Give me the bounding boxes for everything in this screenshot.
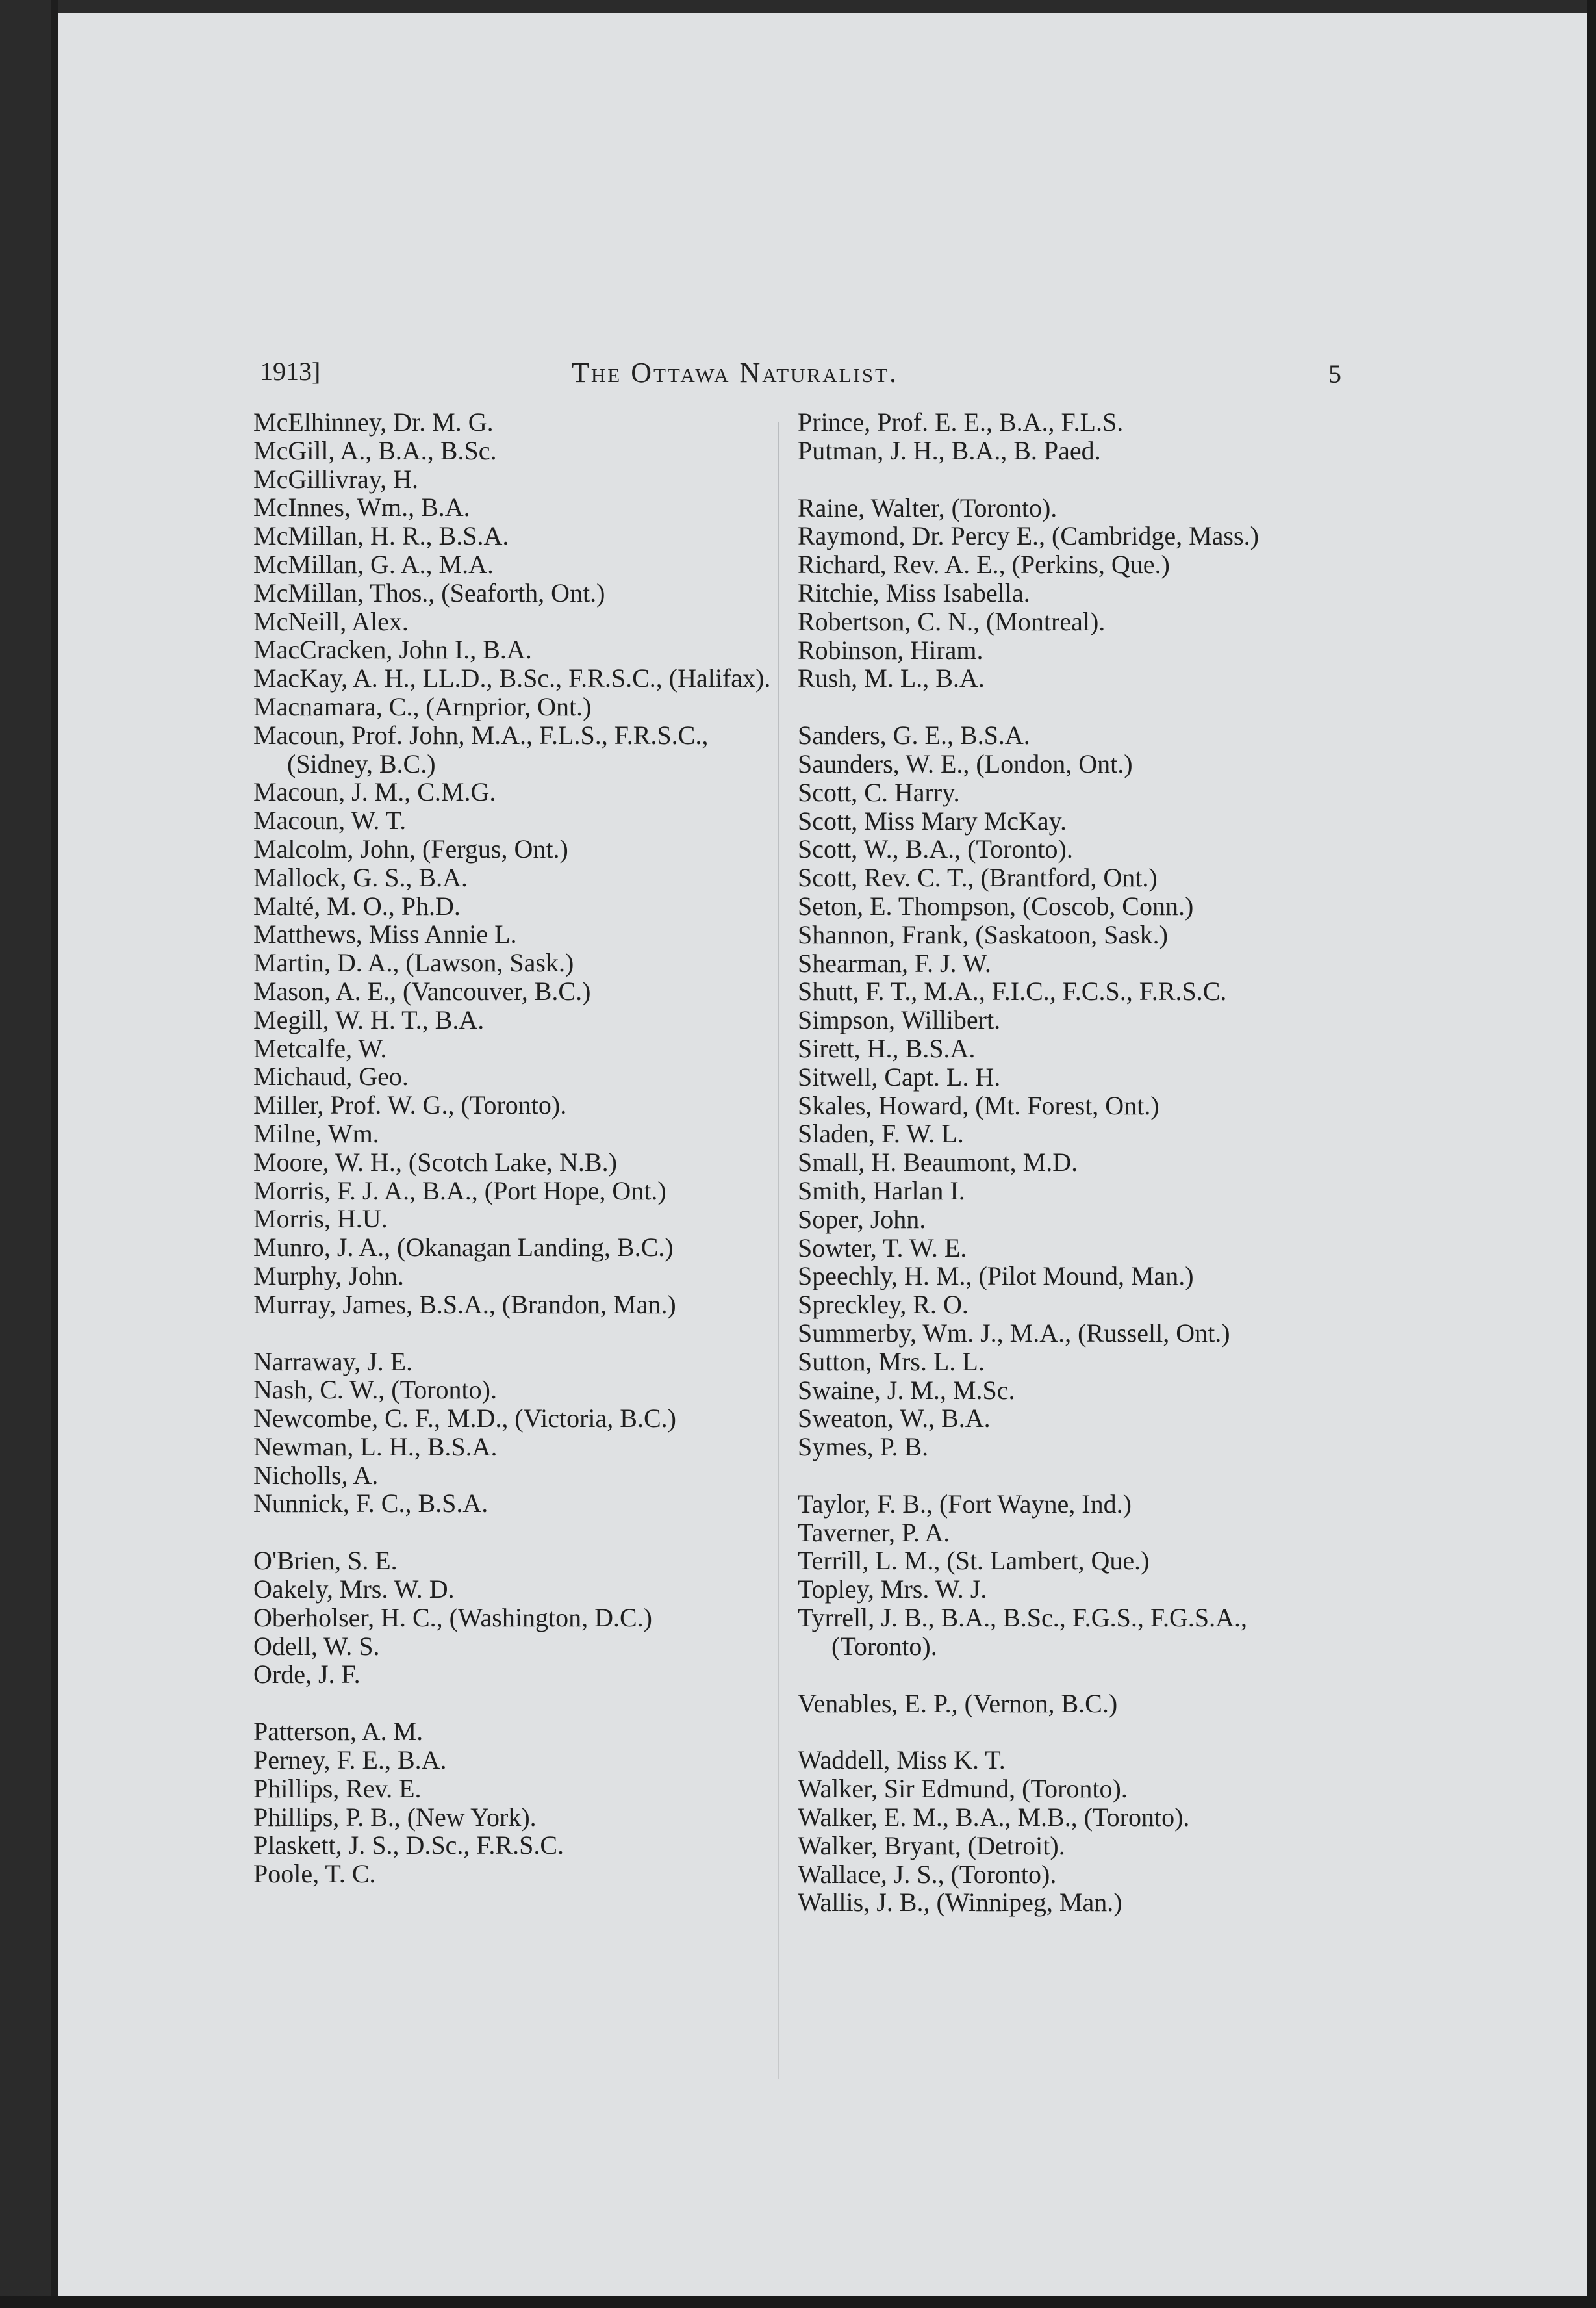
member-entry: Spreckley, R. O. — [798, 1290, 969, 1320]
member-entry: McMillan, Thos., (Seaforth, Ont.) — [253, 578, 605, 608]
section-gap — [798, 1661, 1356, 1689]
scan-bottom-edge — [0, 2296, 1596, 2308]
member-entry: Small, H. Beaumont, M.D. — [798, 1148, 1078, 1177]
member-entry: McMillan, G. A., M.A. — [253, 549, 494, 579]
member-entry: Malcolm, John, (Fergus, Ont.) — [253, 834, 568, 864]
member-entry: Rush, M. L., B.A. — [798, 663, 985, 693]
scan-right-edge — [1587, 0, 1596, 2308]
member-entry: Scott, Miss Mary McKay. — [798, 806, 1067, 836]
member-entry: Sanders, G. E., B.S.A. — [798, 721, 1030, 750]
header-year: 1913] — [260, 357, 321, 386]
member-entry: Raymond, Dr. Percy E., (Cambridge, Mass.) — [798, 521, 1259, 551]
page-spine-shadow — [51, 0, 58, 2308]
member-entry: Walker, Sir Edmund, (Toronto). — [798, 1774, 1128, 1804]
member-entry: O'Brien, S. E. — [253, 1546, 398, 1576]
member-entry: Miller, Prof. W. G., (Toronto). — [253, 1090, 567, 1120]
member-entry: Raine, Walter, (Toronto). — [798, 493, 1058, 522]
member-entry: Shannon, Frank, (Saskatoon, Sask.) — [798, 919, 1168, 949]
member-entry: Walker, Bryant, (Detroit). — [798, 1830, 1065, 1860]
member-entry: Richard, Rev. A. E., (Perkins, Que.) — [798, 550, 1170, 580]
member-entry: Matthews, Miss Annie L. — [253, 919, 517, 949]
member-entry: Orde, J. F. — [253, 1660, 361, 1689]
right-column — [798, 408, 1356, 1917]
member-entry: Ritchie, Miss Isabella. — [798, 578, 1030, 608]
member-entry: Newman, L. H., B.S.A. — [253, 1431, 498, 1461]
member-entry: Mallock, G. S., B.A. — [253, 862, 468, 892]
member-entry: Simpson, Willibert. — [798, 1005, 1001, 1035]
member-entry: Robinson, Hiram. — [798, 635, 983, 665]
member-entry: Milne, Wm. — [253, 1118, 379, 1148]
member-entry: Narraway, J. E. — [253, 1346, 413, 1376]
member-entry: Morris, H.U. — [253, 1204, 388, 1234]
member-entry: Walker, E. M., B.A., M.B., (Toronto). — [798, 1802, 1190, 1832]
member-entry: McInnes, Wm., B.A. — [253, 493, 470, 522]
member-entry: Seton, E. Thompson, (Coscob, Conn.) — [798, 891, 1194, 921]
member-entry: Waddell, Miss K. T. — [798, 1745, 1006, 1775]
member-entry: Munro, J. A., (Okanagan Landing, B.C.) — [253, 1233, 674, 1263]
member-entry: Oberholser, H. C., (Washington, D.C.) — [253, 1602, 652, 1632]
member-entry: Murray, James, B.S.A., (Brandon, Man.) — [253, 1289, 676, 1319]
member-entry: Speechly, H. M., (Pilot Mound, Man.) — [798, 1261, 1194, 1291]
member-entry: Patterson, A. M. — [253, 1717, 424, 1747]
member-entry: Taylor, F. B., (Fort Wayne, Ind.) — [798, 1489, 1132, 1519]
member-entry: Oakely, Mrs. W. D. — [253, 1574, 455, 1604]
member-entry: Wallis, J. B., (Winnipeg, Man.) — [798, 1888, 1122, 1917]
member-entry: Venables, E. P., (Vernon, B.C.) — [798, 1688, 1118, 1718]
section-gap — [798, 693, 1356, 721]
member-entry: Taverner, P. A. — [798, 1517, 950, 1547]
member-entry: Scott, Rev. C. T., (Brantford, Ont.) — [798, 863, 1158, 893]
member-entry: Martin, D. A., (Lawson, Sask.) — [253, 948, 574, 978]
section-gap — [798, 1717, 1356, 1746]
member-entry: Topley, Mrs. W. J. — [798, 1574, 987, 1604]
member-entry: Moore, W. H., (Scotch Lake, N.B.) — [253, 1147, 617, 1177]
section-gap — [253, 1518, 773, 1546]
member-entry: Sladen, F. W. L. — [798, 1119, 964, 1149]
member-entry: Murphy, John. — [253, 1261, 404, 1290]
member-entry: Mason, A. E., (Vancouver, B.C.) — [253, 976, 591, 1006]
member-entry: Shearman, F. J. W. — [798, 948, 991, 978]
member-entry: Michaud, Geo. — [253, 1062, 409, 1092]
member-entry: Shutt, F. T., M.A., F.I.C., F.C.S., F.R.S.C. — [798, 977, 1227, 1007]
member-entry: Metcalfe, W. — [253, 1033, 387, 1063]
member-entry: Perney, F. E., B.A. — [253, 1745, 447, 1775]
member-entry: McGill, A., B.A., B.Sc. — [253, 435, 497, 465]
member-entry: MacKay, A. H., LL.D., B.Sc., F.R.S.C., (Halifax). — [253, 663, 771, 693]
member-entry: Scott, W., B.A., (Toronto). — [798, 834, 1073, 864]
member-entry: Morris, F. J. A., B.A., (Port Hope, Ont.) — [253, 1175, 666, 1205]
section-gap — [253, 1689, 773, 1717]
member-entry: Sitwell, Capt. L. H. — [798, 1062, 1001, 1092]
member-entry: Sutton, Mrs. L. L. — [798, 1346, 985, 1376]
member-entry: Skales, Howard, (Mt. Forest, Ont.) — [798, 1090, 1159, 1120]
section-gap — [798, 1461, 1356, 1490]
member-entry: Phillips, P. B., (New York). — [253, 1802, 537, 1832]
member-entry: Malté, M. O., Ph.D. — [253, 891, 461, 921]
member-entry: Macoun, W. T. — [253, 806, 407, 836]
page-number: 5 — [1328, 359, 1341, 389]
member-entry: Tyrrell, J. B., B.A., B.Sc., F.G.S., F.G.S.A., (Toronto). — [798, 1603, 1247, 1661]
member-entry: Robertson, C. N., (Montreal). — [798, 606, 1106, 636]
member-entry: McGillivray, H. — [253, 464, 419, 494]
member-entry: Terrill, L. M., (St. Lambert, Que.) — [798, 1546, 1150, 1576]
left-column — [253, 408, 773, 1888]
member-entry: Nunnick, F. C., B.S.A. — [253, 1489, 488, 1519]
journal-title: The Ottawa Naturalist. — [572, 357, 899, 389]
member-entry: Saunders, W. E., (London, Ont.) — [798, 749, 1133, 778]
member-entry: Sweaton, W., B.A. — [798, 1404, 991, 1433]
member-entry: Phillips, Rev. E. — [253, 1773, 422, 1803]
member-entry: Nash, C. W., (Toronto). — [253, 1375, 497, 1405]
member-entry: McElhinney, Dr. M. G. — [253, 407, 494, 437]
member-entry: Newcombe, C. F., M.D., (Victoria, B.C.) — [253, 1404, 676, 1433]
member-entry: Putman, J. H., B.A., B. Paed. — [798, 435, 1101, 465]
member-entry: McMillan, H. R., B.S.A. — [253, 521, 509, 551]
member-entry: Wallace, J. S., (Toronto). — [798, 1859, 1057, 1889]
member-entry: Symes, P. B. — [798, 1432, 929, 1462]
section-gap — [798, 465, 1356, 494]
member-entry: Nicholls, A. — [253, 1460, 379, 1490]
member-entry: Sowter, T. W. E. — [798, 1233, 967, 1263]
member-entry: Summerby, Wm. J., M.A., (Russell, Ont.) — [798, 1318, 1230, 1348]
running-header — [260, 356, 1341, 395]
member-entry: Scott, C. Harry. — [798, 777, 960, 807]
column-divider — [778, 422, 779, 2079]
member-entry: Smith, Harlan I. — [798, 1175, 965, 1205]
member-entry: Soper, John. — [798, 1204, 926, 1234]
member-entry: Plaskett, J. S., D.Sc., F.R.S.C. — [253, 1830, 564, 1860]
member-entry: Macoun, J. M., C.M.G. — [253, 777, 496, 807]
member-entry: Poole, T. C. — [253, 1859, 376, 1889]
member-entry: Macoun, Prof. John, M.A., F.L.S., F.R.S.C., (Sidney, B.C.) — [253, 720, 709, 778]
member-entry: MacCracken, John I., B.A. — [253, 635, 532, 665]
member-entry: Macnamara, C., (Arnprior, Ont.) — [253, 691, 592, 721]
section-gap — [253, 1319, 773, 1348]
member-entry: Prince, Prof. E. E., B.A., F.L.S. — [798, 407, 1124, 437]
member-entry: Odell, W. S. — [253, 1631, 380, 1661]
member-entry: Swaine, J. M., M.Sc. — [798, 1375, 1015, 1405]
member-entry: Megill, W. H. T., B.A. — [253, 1005, 485, 1034]
member-entry: McNeill, Alex. — [253, 606, 409, 636]
member-entry: Sirett, H., B.S.A. — [798, 1033, 976, 1063]
